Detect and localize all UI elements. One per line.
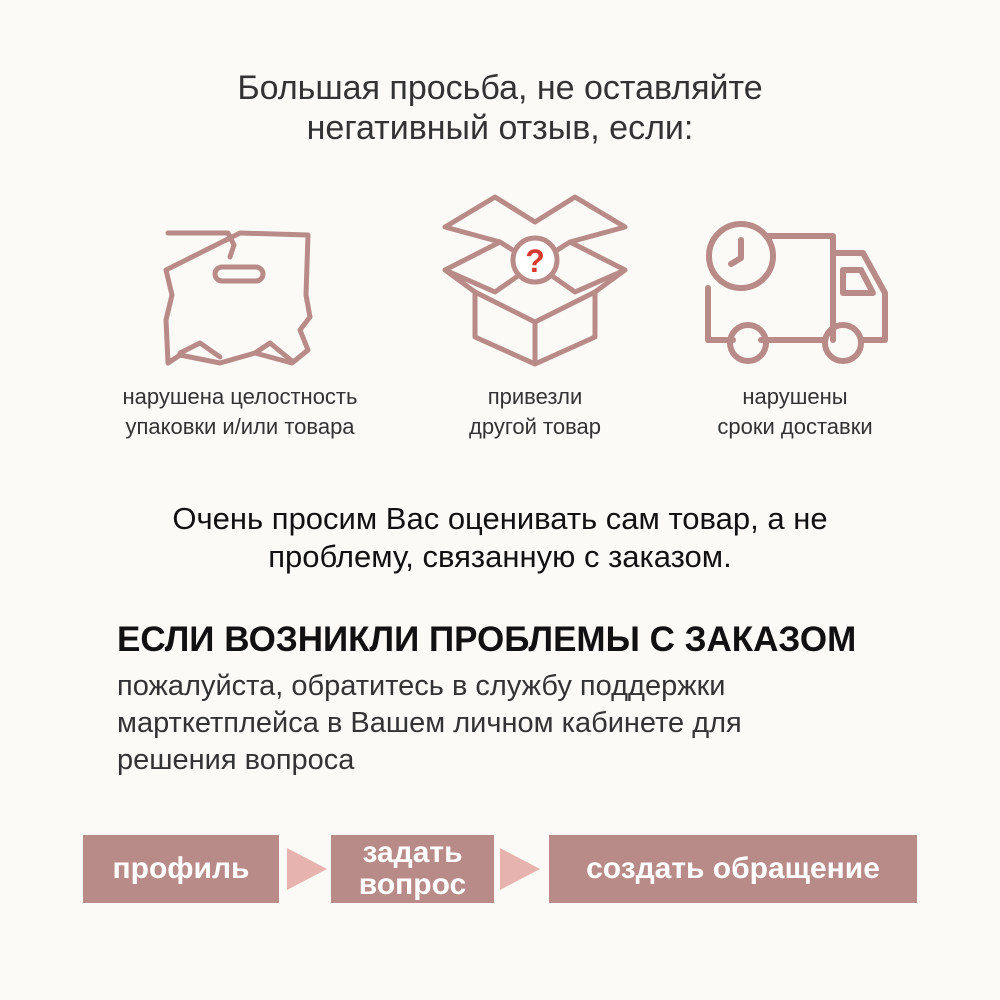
damaged-package-icon: [160, 225, 320, 370]
plea-text: [60, 500, 940, 576]
step-arrow-icon: [287, 848, 327, 890]
problem-title: ЕСЛИ ВОЗНИКЛИ ПРОБЛЕМЫ С ЗАКАЗОМ: [117, 620, 857, 659]
profile-step: [83, 835, 279, 903]
page-heading: [0, 68, 1000, 148]
ask-question-line-2: вопрос: [358, 868, 467, 901]
reason-2-line-2: другой товар: [469, 414, 601, 439]
reason-3-line-1: нарушены: [742, 384, 848, 409]
create-request-label: создать обращение: [586, 852, 880, 885]
problem-line-3: решения вопроса: [117, 744, 355, 776]
delivery-truck-clock-icon: [703, 218, 893, 368]
reason-caption-3: [680, 382, 910, 442]
reason-caption-1: [90, 382, 390, 442]
reason-1-line-2: упаковки и/или товара: [125, 414, 355, 439]
problem-description: [117, 668, 917, 779]
heading-line-2: негативный отзыв, если:: [306, 109, 694, 147]
open-box-question-icon: [440, 192, 630, 367]
reason-2-line-1: привезли: [487, 384, 583, 409]
create-request-step: [549, 835, 917, 903]
svg-text:?: ?: [525, 243, 545, 279]
plea-line-2: проблему, связанную с заказом.: [268, 539, 732, 574]
reason-1-line-1: нарушена целостность: [122, 384, 358, 409]
reason-3-line-2: сроки доставки: [717, 414, 873, 439]
problem-line-2: марткетплейса в Вашем личном кабинете для: [117, 707, 742, 739]
problem-line-1: пожалуйста, обратитесь в службу поддержки: [117, 670, 726, 702]
reason-caption-2: [420, 382, 650, 442]
ask-question-line-1: задать: [362, 836, 463, 869]
profile-step-label: профиль: [112, 852, 250, 885]
plea-line-1: Очень просим Вас оценивать сам товар, а не: [172, 501, 828, 536]
step-arrow-icon: [500, 848, 540, 890]
ask-question-step: [331, 835, 494, 903]
heading-line-1: Большая просьба, не оставляйте: [237, 69, 763, 107]
